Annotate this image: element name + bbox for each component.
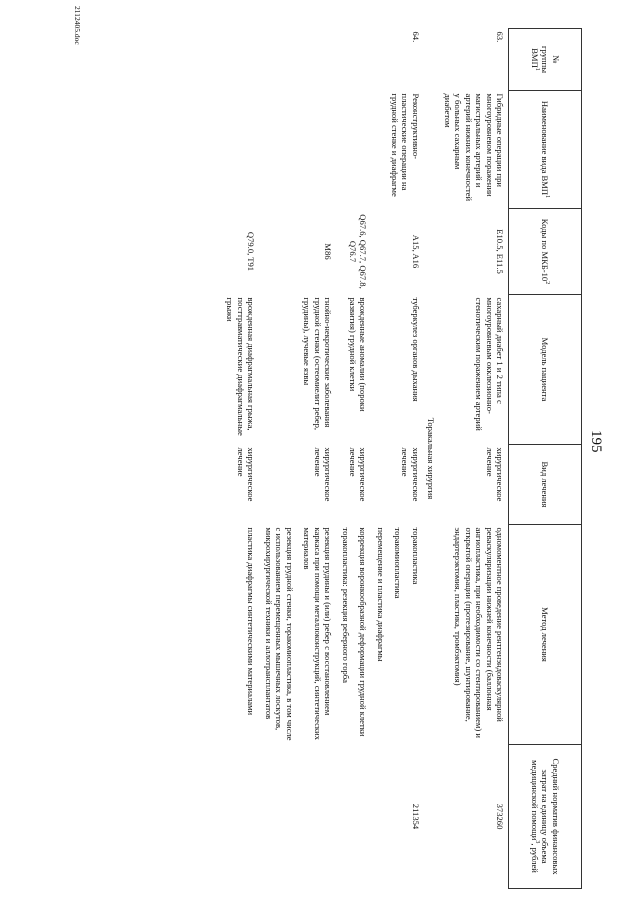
method-item: перемещение и пластика диафрагмы bbox=[375, 527, 386, 662]
row-63-model: сахарный диабет 1 и 2 типа с многоуровневым окклюзионно-стенотическим поражением артерий bbox=[474, 297, 505, 431]
row-64c-type: хирургическое лечение bbox=[312, 447, 334, 502]
row-63-type: хирургическое лечение bbox=[484, 447, 505, 502]
footer-filename: 2112405.doc bbox=[73, 6, 82, 45]
page-number: 195 bbox=[588, 430, 604, 453]
row-64d-methods bbox=[221, 525, 259, 745]
row-64d-codes: Q79.0, T91 bbox=[246, 231, 257, 272]
row-63-codes: E10.5, E11.5 bbox=[495, 229, 505, 274]
row-64a-codes: A15, A16 bbox=[410, 234, 421, 269]
method-item: коррекция воронкообразной деформации грудной клетки bbox=[358, 527, 369, 737]
row-64c-model: гнойно-некротические заболевания грудной стенки (остеомиелит ребер, грудины), лучевые язвы bbox=[302, 297, 334, 431]
header-row bbox=[509, 29, 582, 889]
row-64a-model: туберкулез органов дыхания bbox=[410, 297, 421, 402]
row-64c-methods bbox=[259, 525, 336, 745]
table-row-64a bbox=[371, 29, 423, 889]
row-64d-model: врожденная диафрагмальная грыжа, посттравматические диафрагмальные грыжи bbox=[225, 297, 257, 436]
row-64b-model: врожденные аномалии (пороки развития) грудной клетки bbox=[347, 297, 369, 412]
row-64b-type: хирургическое лечение bbox=[347, 447, 369, 502]
method-item: торакопластика: резекция реберного горба bbox=[340, 527, 351, 683]
row-63-cost: 373260 bbox=[495, 803, 505, 830]
section-row bbox=[424, 29, 438, 889]
header-treatment-type: Вид лечения bbox=[509, 445, 582, 525]
row-63-method: одномоментное проведение рентгенэндоваскулярной реваскуляризации нижней конечности (баллонная ангиопластика, при необходимости со стентированием) и открытой операции (протезирование, шунтирование, эндартерэктомия, пластика, тромбэктомия) bbox=[453, 527, 505, 739]
row-64b-methods bbox=[336, 525, 371, 745]
method-item: резекция грудной стенки, торакомиопластика, в том числе с использованием перемещенных мышечных лоскутов, микрохирургической техники и аллотрансплантатов bbox=[263, 527, 295, 741]
row-64-vmp-name: Реконструктивно-пластические операции на грудной стенке и диафрагме bbox=[389, 93, 421, 197]
row-63-vmp-name: Гибридные операции при многоуровневом поражении магистральных артерий и артерий нижних конечностей у больных сахарным диабетом bbox=[442, 93, 505, 202]
header-icd-codes: Коды по МКБ-$10^2$ bbox=[509, 209, 582, 295]
row-64-number: 64. bbox=[410, 31, 421, 43]
row-64b-codes: Q67.6, Q67.7, Q67.8, Q76.7 bbox=[347, 214, 369, 289]
row-64c-codes: M86 bbox=[323, 243, 334, 260]
row-64-cost: 211354 bbox=[410, 803, 421, 830]
header-treatment-method: Метод лечения bbox=[509, 525, 582, 745]
method-item: торакомиопластика bbox=[393, 527, 404, 599]
method-item: пластика диафрагмы синтетическими материалами bbox=[246, 527, 257, 716]
vmp-table bbox=[221, 28, 582, 888]
header-cost-norm: Средний норматив финансовых затрат на единицу объема медицинской помощи$^3$, рублей bbox=[509, 745, 582, 889]
row-64a-methods bbox=[371, 525, 423, 745]
row-64d-type: хирургическое лечение bbox=[235, 447, 257, 502]
header-vmp-name: Наименование вида ВМП$^1$ bbox=[509, 91, 582, 209]
header-patient-model: Модель пациента bbox=[509, 295, 582, 445]
row-64a-type: хирургическое лечение bbox=[400, 447, 421, 502]
method-item: резекция грудины и (или) ребер с восстановлением каркаса при помощи металлоконструкций, синтетических материалов bbox=[302, 527, 334, 740]
method-item: торакопластика bbox=[410, 527, 421, 585]
section-title: Торакальная хирургия bbox=[426, 417, 437, 500]
row-63-number: 63. bbox=[495, 31, 505, 43]
header-group-number: № группы ВМП$^1$ bbox=[509, 29, 582, 91]
table-row-63 bbox=[438, 29, 508, 889]
